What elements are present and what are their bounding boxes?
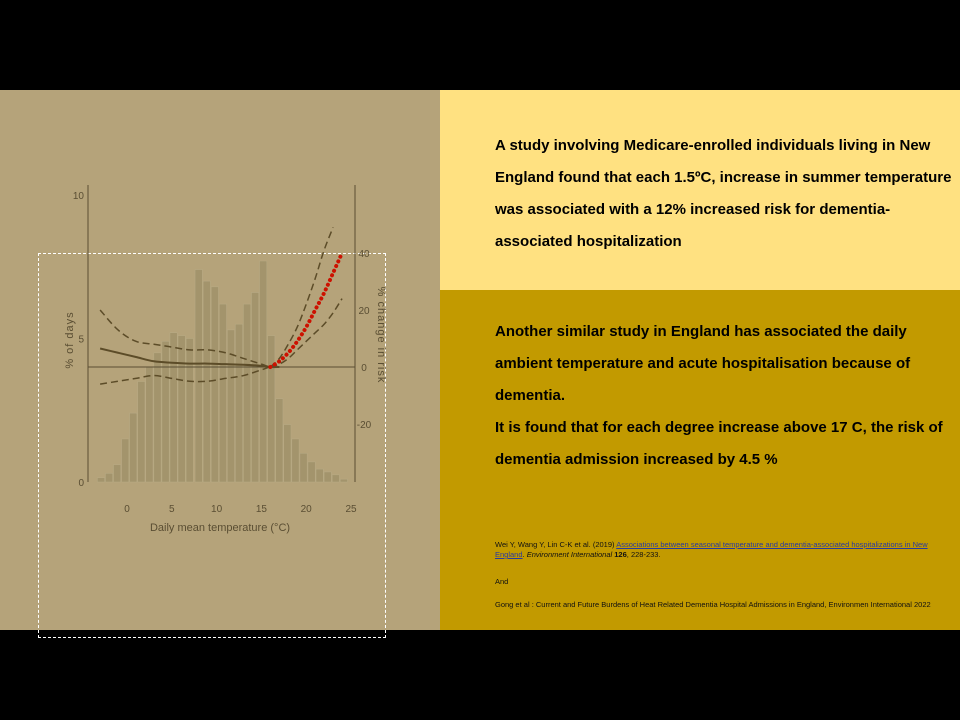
reference-2: Gong et al : Current and Future Burdens of Heat Related Dementia Hospital Admissions in England, Environmen International 2022 [495,600,931,609]
histogram-bar [114,465,121,482]
y-right-tick-label: 40 [358,249,370,260]
histogram-bar [260,261,267,482]
histogram-bar [130,413,137,482]
histogram-bar [308,462,315,482]
ref1-pages: , 228-233. [626,550,661,559]
x-tick-label: 15 [255,504,267,515]
histogram-bar [340,479,347,482]
ref1-volume: 126 [612,550,627,559]
histogram-bar [276,399,283,482]
study-summary-box-2 [440,290,960,630]
histogram-bar [227,330,234,482]
histogram-bar [178,336,185,482]
histogram-bar [235,324,242,482]
ref1-sep: . [522,550,527,559]
histogram-bar [243,304,250,482]
study2-text [495,316,955,476]
y-right-tick-label: 0 [361,363,367,374]
histogram-bar [284,425,291,482]
histogram-bar [146,367,153,482]
ref1-title-link[interactable]: Associations between seasonal temperature and dementia-associated hospitalizations in New England [495,540,928,559]
histogram-bar [300,453,307,482]
study2-line1: Another similar study in England has associated the daily ambient temperature and acute hospitalisation because of dementia. [495,323,911,404]
histogram-bar [219,304,226,482]
y-left-tick-label: 0 [78,478,84,489]
histogram-bar [195,270,202,482]
study-summary-box-1 [440,90,960,290]
ref1-journal: Environment International [526,550,613,559]
reference-and: And [495,577,509,586]
histogram-bar [292,439,299,482]
x-tick-label: 10 [211,504,223,515]
x-tick-label: 20 [300,504,312,515]
x-axis-label: Daily mean temperature (°C) [149,522,291,534]
x-tick-label: 0 [124,504,130,515]
y-right-tick-label: 20 [358,306,370,317]
histogram-bar [251,293,258,482]
histogram-bar [332,475,339,482]
histogram-bar [268,336,275,482]
histogram-bars [97,261,347,482]
histogram-bar [324,472,331,482]
y-axis-right-label: % change in risk [375,286,387,384]
histogram-bar [316,469,323,482]
histogram-bar [138,382,145,482]
histogram-bar [154,353,161,482]
histogram-bar [97,478,104,482]
histogram-bar [105,473,112,482]
y-right-tick-label: -20 [356,420,372,431]
histogram-bar [122,439,129,482]
histogram-bar [211,287,218,482]
risk-curve-dotted-red-5 [270,253,342,367]
histogram-bar [186,339,193,483]
chart [0,90,440,630]
ref1-authors: Wei Y, Wang Y, Lin C-K et al. (2019) [495,540,617,549]
study1-text: A study involving Medicare-enrolled individuals living in New England found that each 1.5ºC, increase in summer temperature was associated with a 12% increased risk for dementia-associated hospitalization [495,137,952,250]
x-tick-label: 5 [169,504,175,515]
y-left-tick-label: 10 [72,191,84,202]
histogram-bar [170,333,177,482]
y-axis-left-label: % of days [64,311,76,369]
reference-1 [495,540,955,560]
x-tick-label: 25 [345,504,357,515]
y-left-tick-label: 5 [78,334,84,346]
study2-line2: It is found that for each degree increase above 17 C, the risk of dementia admission increased by 4.5 % [495,419,943,468]
